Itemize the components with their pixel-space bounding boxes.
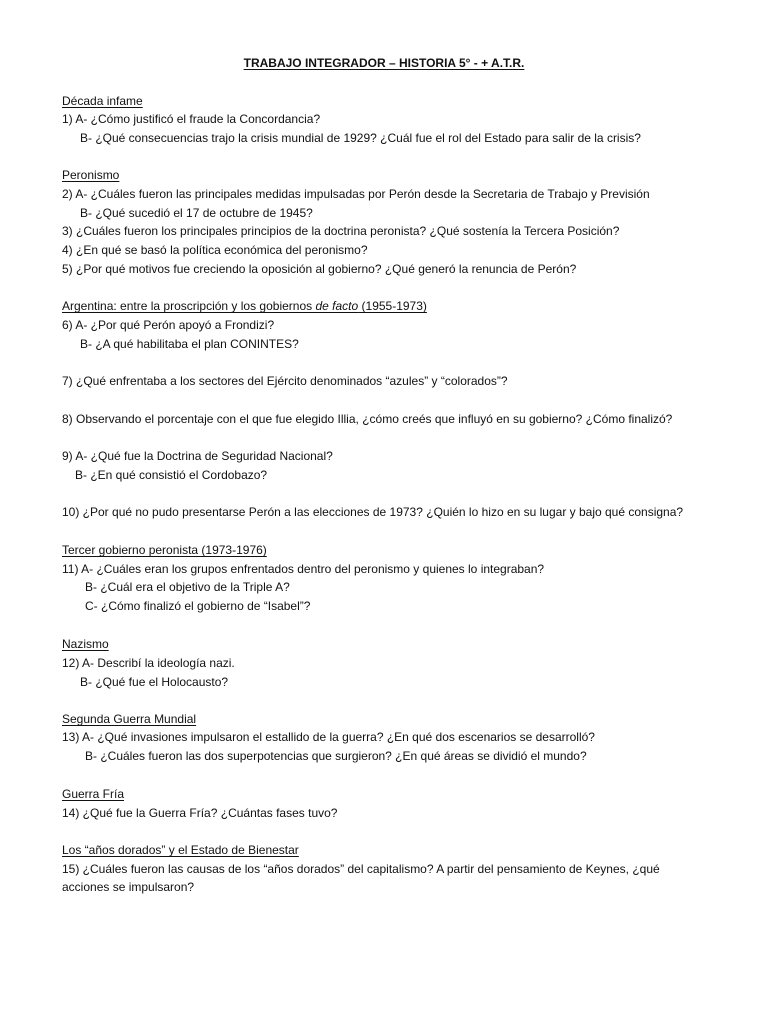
question-2a: 2) A- ¿Cuáles fueron las principales medidas impulsadas por Perón desde la Secretaria de Trabajo y Previsión	[62, 187, 650, 201]
heading-argentina-em: de facto	[315, 299, 359, 313]
section-heading-segunda-guerra: Segunda Guerra Mundial	[62, 712, 197, 726]
section-heading-tercer-gobierno: Tercer gobierno peronista (1973-1976)	[62, 543, 267, 557]
question-12a: 12) A- Describí la ideología nazi.	[62, 656, 235, 670]
question-11b: B- ¿Cuál era el objetivo de la Triple A?	[85, 580, 290, 594]
question-5: 5) ¿Por qué motivos fue creciendo la oposición al gobierno? ¿Qué generó la renuncia de Perón?	[62, 262, 577, 276]
question-6b: B- ¿A qué habilitaba el plan CONINTES?	[80, 337, 299, 351]
section-heading-guerra-fria: Guerra Fría	[62, 787, 125, 801]
question-13a: 13) A- ¿Qué invasiones impulsaron el estallido de la guerra? ¿En qué dos escenarios se desarrolló?	[62, 730, 595, 744]
question-4: 4) ¿En qué se basó la política económica del peronismo?	[62, 243, 368, 257]
question-8: 8) Observando el porcentaje con el que fue elegido Illia, ¿cómo creés que influyó en su gobierno? ¿Cómo finalizó?	[62, 412, 673, 426]
question-7: 7) ¿Qué enfrentaba a los sectores del Ejército denominados “azules” y “colorados”?	[62, 374, 508, 388]
section-heading-decada-infame: Década infame	[62, 94, 143, 108]
question-6a: 6) A- ¿Por qué Perón apoyó a Frondizi?	[62, 318, 275, 332]
section-heading-argentina	[62, 299, 427, 314]
question-15a: 15) ¿Cuáles fueron las causas de los “años dorados” del capitalismo? A partir del pensamiento de Keynes, ¿qué	[62, 862, 660, 876]
question-9b: B- ¿En qué consistió el Cordobazo?	[75, 468, 268, 482]
question-9a: 9) A- ¿Qué fue la Doctrina de Seguridad Nacional?	[62, 449, 333, 463]
question-3: 3) ¿Cuáles fueron los principales principios de la doctrina peronista? ¿Qué sostenía la Tercera Posición?	[62, 224, 620, 238]
question-13b: B- ¿Cuáles fueron las dos superpotencias que surgieron? ¿En qué áreas se dividió el mundo?	[85, 749, 587, 763]
question-1a: 1) A- ¿Cómo justificó el fraude la Concordancia?	[62, 112, 321, 126]
question-12b: B- ¿Qué fue el Holocausto?	[80, 675, 229, 689]
question-14: 14) ¿Qué fue la Guerra Fría? ¿Cuántas fases tuvo?	[62, 806, 338, 820]
heading-argentina-pre: Argentina: entre la proscripción y los gobiernos	[62, 299, 316, 313]
question-1b: B- ¿Qué consecuencias trajo la crisis mundial de 1929? ¿Cuál fue el rol del Estado para salir de la crisis?	[80, 131, 641, 145]
document-title: TRABAJO INTEGRADOR – HISTORIA 5° - + A.T.R.	[243, 56, 525, 70]
heading-argentina-post: (1955-1973)	[358, 299, 427, 313]
question-11a: 11) A- ¿Cuáles eran los grupos enfrentados dentro del peronismo y quienes lo integraban?	[62, 562, 545, 576]
question-15b: acciones se impulsaron?	[62, 880, 195, 894]
section-heading-nazismo: Nazismo	[62, 637, 109, 651]
question-2b: B- ¿Qué sucedió el 17 de octubre de 1945?	[80, 206, 313, 220]
question-11c: C- ¿Cómo finalizó el gobierno de “Isabel”?	[85, 599, 311, 613]
section-heading-anos-dorados: Los “años dorados” y el Estado de Bienestar	[62, 843, 299, 857]
section-heading-peronismo: Peronismo	[62, 168, 120, 182]
question-10: 10) ¿Por qué no pudo presentarse Perón a las elecciones de 1973? ¿Quién lo hizo en su lugar y bajo qué consigna?	[62, 505, 684, 519]
